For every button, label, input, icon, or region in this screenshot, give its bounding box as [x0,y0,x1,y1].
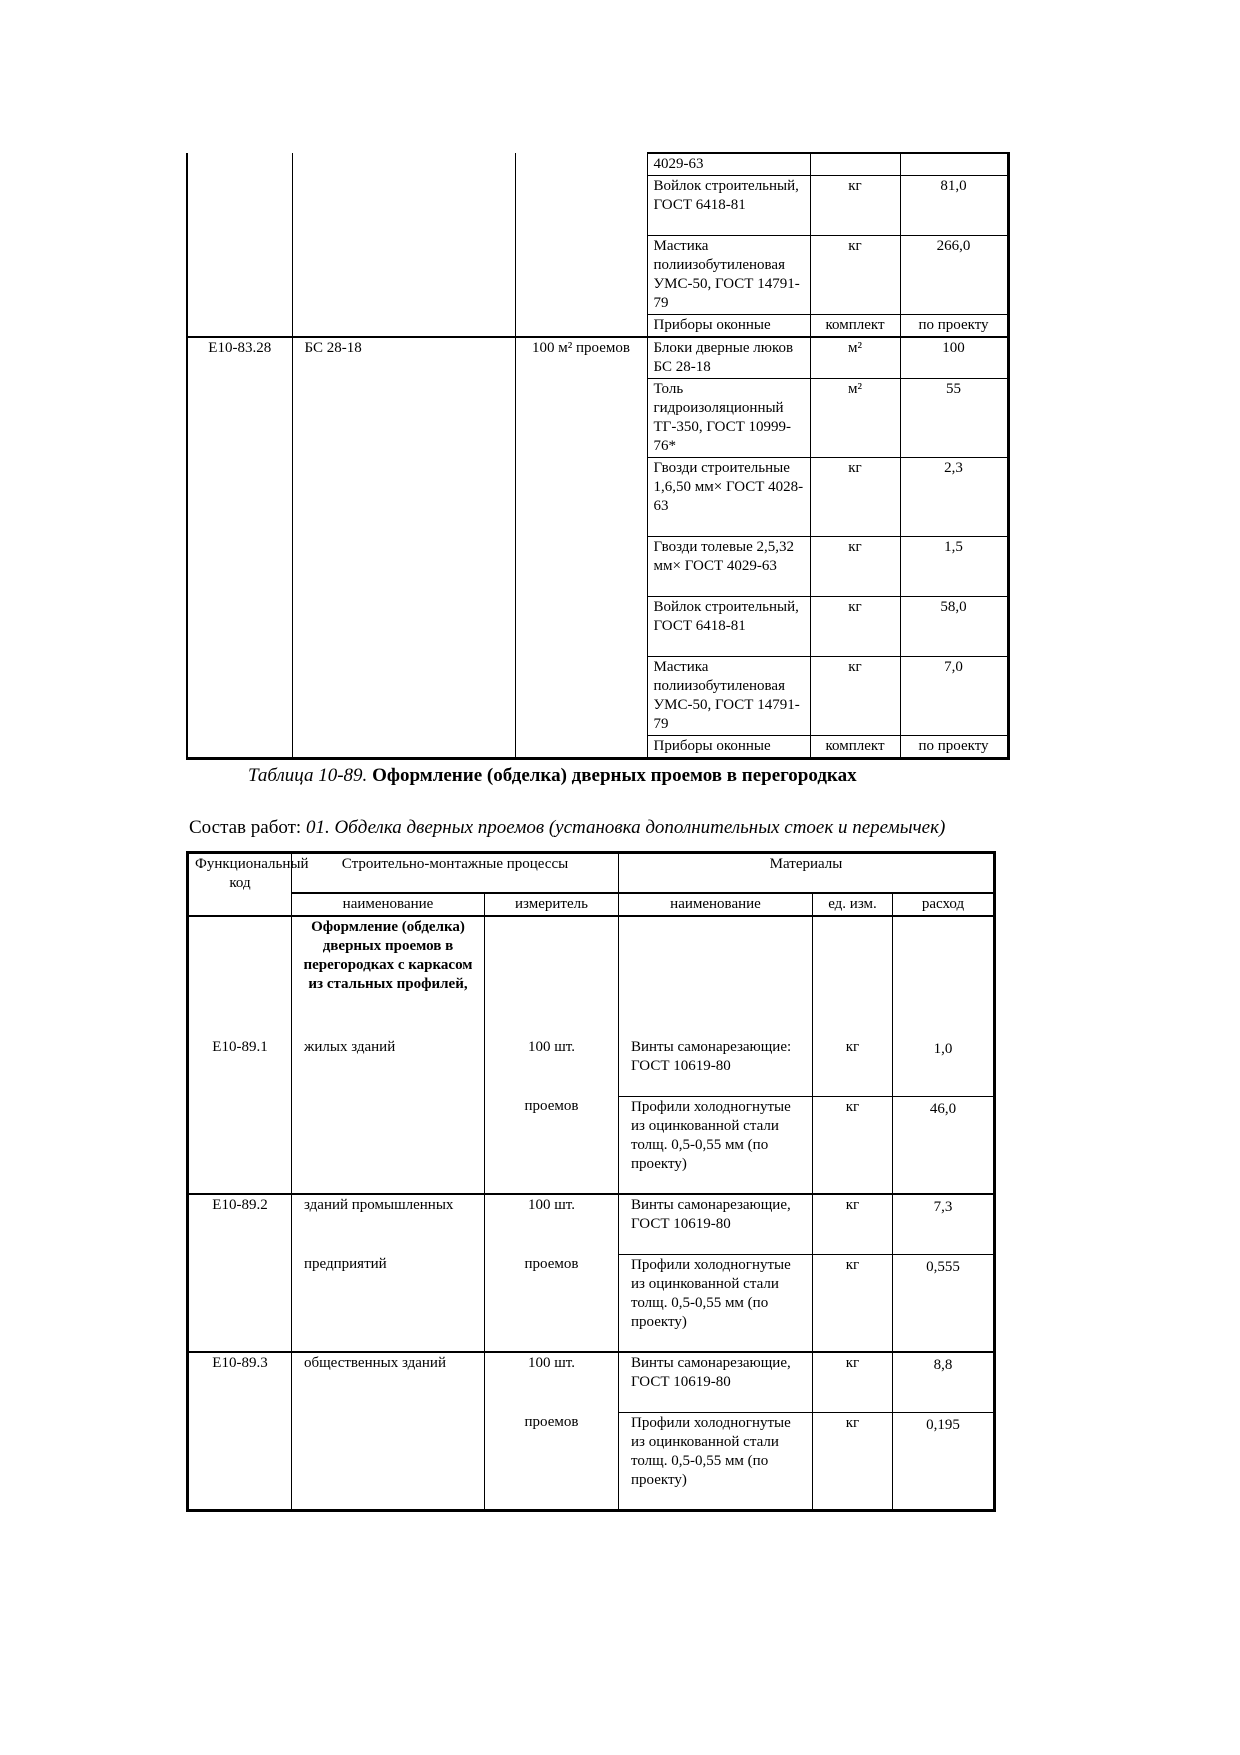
work-composition-text: 01. Обделка дверных проемов (установка дополнительных стоек и перемычек) [305,817,946,838]
material-unit: кг [810,537,900,597]
material-rate: 266,0 [900,236,1008,315]
material-unit: кг [813,1194,893,1254]
header-materials: Материалы [619,853,995,894]
material-rate: по проекту [900,315,1008,338]
material-unit: комплект [810,315,900,338]
process-name: БС 28-18 [292,337,515,759]
material-name: Войлок строительный, ГОСТ 6418-81 [647,597,810,657]
material-unit: кг [810,597,900,657]
material-rate: 2,3 [900,458,1008,537]
material-unit: кг [810,176,900,236]
material-rate: 1,0 [893,1037,995,1096]
table-row [188,1037,995,1096]
table-row [188,1194,995,1254]
table-number: Таблица 10-89. [248,765,368,786]
material-rate: 100 [900,337,1008,379]
material-unit: кг [813,1037,893,1096]
header-row [188,893,995,916]
table-row [187,153,1008,176]
process-measure-unit: проемов [485,1096,619,1194]
material-rate: 7,0 [900,657,1008,736]
material-name: Приборы оконные [647,736,810,759]
header-rate: расход [893,893,995,916]
process-measure: 100 м² проемов [515,337,647,759]
material-rate: 8,8 [893,1352,995,1412]
functional-code: Е10-89.2 [188,1194,292,1352]
table-row [187,315,1008,338]
process-measure-unit: проемов [485,1412,619,1511]
functional-code: Е10-89.3 [188,1352,292,1511]
material-name: Блоки дверные люков БС 28-18 [647,337,810,379]
header-unit: ед. изм. [813,893,893,916]
material-unit [810,153,900,176]
material-name: Винты самонарезающие: ГОСТ 10619-80 [619,1037,813,1096]
material-unit: комплект [810,736,900,759]
material-rate [900,153,1008,176]
material-name: Винты самонарезающие, ГОСТ 10619-80 [619,1352,813,1412]
header-row [188,853,995,894]
door-openings-table [186,851,996,1512]
material-unit: кг [813,1254,893,1352]
material-rate: 0,195 [893,1412,995,1511]
material-name: Профили холодногнутые из оцинкованной стали толщ. 0,5-0,55 мм (по проекту) [619,1412,813,1511]
process-measure: 100 шт. [485,1037,619,1096]
material-rate: 7,3 [893,1194,995,1254]
process-measure-unit: проемов [485,1254,619,1352]
material-rate: по проекту [900,736,1008,759]
material-rate: 58,0 [900,597,1008,657]
table-row [188,916,995,1037]
material-unit: кг [810,458,900,537]
work-composition [189,817,945,839]
material-unit: кг [813,1352,893,1412]
material-name: Профили холодногнутые из оцинкованной стали толщ. 0,5-0,55 мм (по проекту) [619,1254,813,1352]
material-name: Мастика полиизобутиленовая УМС-50, ГОСТ 14791-79 [647,236,810,315]
header-code: Функциональный код [188,853,292,917]
material-rate: 81,0 [900,176,1008,236]
material-unit: кг [810,236,900,315]
work-composition-label: Состав работ: [189,817,302,838]
material-name: Гвозди строительные 1,6,50 мм× ГОСТ 4028-63 [647,458,810,537]
material-name: Толь гидроизоляционный ТГ-350, ГОСТ 10999-76* [647,379,810,458]
material-name: Профили холодногнутые из оцинкованной стали толщ. 0,5-0,55 мм (по проекту) [619,1096,813,1194]
material-unit: м² [810,379,900,458]
process-name: зданий промышленных [292,1194,485,1254]
process-measure: 100 шт. [485,1194,619,1254]
header-processes: Строительно-монтажные процессы [292,853,619,894]
material-unit: кг [813,1412,893,1511]
materials-table-continued [186,152,1010,760]
table-row [187,176,1008,236]
material-unit: м² [810,337,900,379]
material-name: Мастика полиизобутиленовая УМС-50, ГОСТ 14791-79 [647,657,810,736]
table-caption [248,765,857,787]
process-name: общественных зданий [292,1352,485,1511]
material-rate: 46,0 [893,1096,995,1194]
functional-code: Е10-89.1 [188,1037,292,1194]
section-title: Оформление (обделка) дверных проемов в перегородках с каркасом из стальных профилей, [292,916,485,1037]
header-process-name: наименование [292,893,485,916]
header-measure: измеритель [485,893,619,916]
material-unit: кг [810,657,900,736]
table-title: Оформление (обделка) дверных проемов в перегородках [372,765,857,786]
table-row [187,236,1008,315]
header-material-name: наименование [619,893,813,916]
material-rate: 0,555 [893,1254,995,1352]
table-row [188,1254,995,1352]
process-name: жилых зданий [292,1037,485,1194]
material-name: Винты самонарезающие, ГОСТ 10619-80 [619,1194,813,1254]
process-measure: 100 шт. [485,1352,619,1412]
table-row [187,337,1008,379]
material-name: Приборы оконные [647,315,810,338]
material-name: Войлок строительный, ГОСТ 6418-81 [647,176,810,236]
material-name: 4029-63 [647,153,810,176]
material-rate: 55 [900,379,1008,458]
material-unit: кг [813,1096,893,1194]
table-row [188,1352,995,1412]
material-name: Гвозди толевые 2,5,32 мм× ГОСТ 4029-63 [647,537,810,597]
process-name-continued: предприятий [292,1254,485,1352]
material-rate: 1,5 [900,537,1008,597]
functional-code: Е10-83.28 [187,337,292,759]
